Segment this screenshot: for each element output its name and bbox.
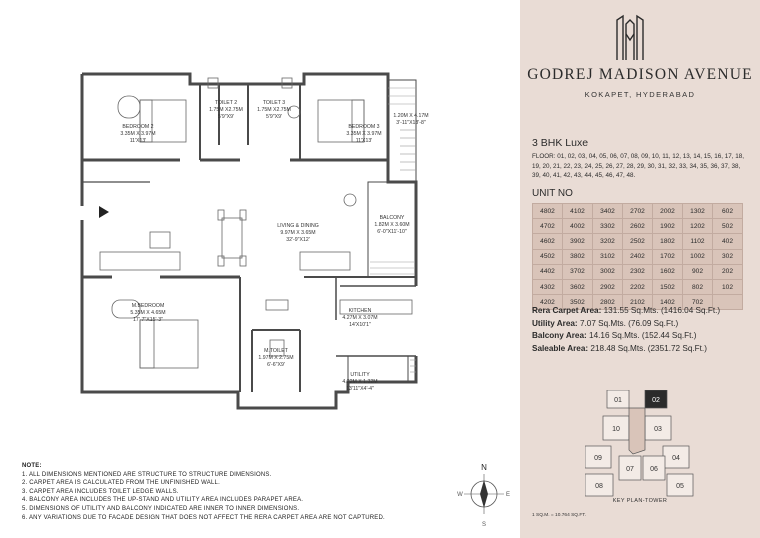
unit-cell: 1402 (653, 295, 683, 310)
unit-cell: 702 (683, 295, 713, 310)
kitchen-ft: 14'X10'1" (349, 322, 371, 328)
bedroom3-name: BEDROOM 3 (348, 124, 380, 130)
area-row (532, 318, 720, 331)
key-plan (585, 390, 705, 498)
living-ft: 32'-9"X12' (286, 237, 310, 243)
area-label: Rera Carpet Area: (532, 306, 602, 315)
key-unit-label: 06 (650, 466, 658, 473)
unit-cell: 302 (713, 249, 743, 264)
balcony-dim: 1.82M X 3.60M (374, 222, 410, 228)
note-item: 6. ANY VARIATIONS DUE TO FACADE DESIGN THAT DOES NOT AFFECT THE RERA CARPET AREA ARE NOT CAPTURED. (22, 514, 385, 521)
unit-cell: 602 (713, 204, 743, 219)
unit-cell: 3802 (563, 249, 593, 264)
unit-cell: 1602 (653, 264, 683, 279)
unit-row (533, 219, 743, 234)
unit-cell: 4502 (533, 249, 563, 264)
area-row (532, 305, 720, 318)
compass-west: W (457, 492, 463, 498)
mtoilet-name: M.TOILET (264, 348, 288, 354)
kitchen-name: KITCHEN (348, 308, 372, 314)
unit-cell: 1002 (683, 249, 713, 264)
unit-cell: 402 (713, 234, 743, 249)
unit-cell: 2202 (623, 279, 653, 294)
balcony-ft: 6'-0"X11'-10" (377, 229, 407, 235)
area-value: 7.07 Sq.Mts. (76.09 Sq.Ft.) (579, 318, 679, 328)
unit-cell: 2502 (623, 234, 653, 249)
unit-cell: 1502 (653, 279, 683, 294)
master-name: M.BEDROOM (131, 303, 165, 309)
unit-cell: 2402 (623, 249, 653, 264)
unit-cell: 4002 (563, 219, 593, 234)
unit-cell: 1802 (653, 234, 683, 249)
unit-cell: 902 (683, 264, 713, 279)
unit-cell: 3502 (563, 295, 593, 310)
area-summary (532, 305, 720, 355)
unit-cell: 4702 (533, 219, 563, 234)
compass-east: E (505, 492, 511, 498)
unit-row (533, 279, 743, 294)
area-row (532, 330, 720, 343)
unit-cell: 1202 (683, 219, 713, 234)
area-value: 218.48 Sq.Mts. (2351.72 Sq.Ft.) (590, 343, 707, 353)
toilet3-dim: 1.75M X2.75M (257, 107, 291, 113)
unit-no-heading: UNIT NO (532, 188, 573, 199)
unit-cell: 3202 (593, 234, 623, 249)
unit-cell: 2902 (593, 279, 623, 294)
unit-cell: 3602 (563, 279, 593, 294)
unit-cell: 3902 (563, 234, 593, 249)
unit-cell: 2002 (653, 204, 683, 219)
unit-number-table (532, 203, 743, 310)
unit-type: 3 BHK Luxe (532, 137, 589, 149)
compass-north: N (481, 463, 487, 472)
unit-cell: 1902 (653, 219, 683, 234)
key-unit-label: 03 (654, 426, 662, 433)
bedroom3-dim: 3.35M X 3.97M (346, 131, 382, 137)
bedroom3-ft: 11'X13' (355, 138, 373, 144)
kitchen-dim: 4.27M X 3.07M (342, 315, 378, 321)
unit-cell: 1102 (683, 234, 713, 249)
toilet2-name: TOILET 2 (214, 100, 238, 106)
key-unit-label: 02 (652, 397, 660, 404)
key-unit-label: 08 (595, 483, 603, 490)
unit-cell: 4102 (563, 204, 593, 219)
unit-cell: 4302 (533, 279, 563, 294)
entrance-arrow-icon (99, 206, 109, 218)
key-unit-label: 01 (614, 397, 622, 404)
unit-cell: 802 (683, 279, 713, 294)
living-dim: 9.97M X 3.65M (280, 230, 316, 236)
mtoilet-dim: 1.97M X 2.75M (258, 355, 294, 361)
unit-cell: 2702 (623, 204, 653, 219)
notes-heading: NOTE: (22, 463, 42, 469)
balcony-top-dim: 1.20M X 4.17M (393, 113, 429, 119)
master-ft: 17'-7"X15'-3" (133, 317, 163, 323)
conversion-note: 1 SQ.M. = 10.764 SQ.FT. (532, 513, 586, 518)
bedroom2-name: BEDROOM 2 (122, 124, 154, 130)
unit-cell: 2302 (623, 264, 653, 279)
unit-cell: 1302 (683, 204, 713, 219)
key-plan-label: KEY PLAN-TOWER (612, 498, 668, 504)
notes (22, 462, 502, 522)
unit-cell: 502 (713, 219, 743, 234)
unit-row (533, 249, 743, 264)
balcony-top-ft: 3'-11"X13'-8" (396, 120, 426, 126)
unit-row (533, 204, 743, 219)
area-value: 131.55 Sq.Mts. (1416.04 Sq.Ft.) (603, 306, 721, 315)
note-item: 5. DIMENSIONS OF UTILITY AND BALCONY INDICATED ARE INNER TO INNER DIMENSIONS. (22, 505, 300, 512)
building-logo-icon (615, 14, 645, 60)
living-name: LIVING & DINING (277, 223, 319, 229)
unit-cell: 1702 (653, 249, 683, 264)
note-item: 2. CARPET AREA IS CALCULATED FROM THE UNFINISHED WALL. (22, 480, 220, 487)
unit-row (533, 234, 743, 249)
unit-row (533, 264, 743, 279)
key-unit-label: 07 (626, 466, 634, 473)
key-unit-label: 05 (676, 483, 684, 490)
area-label: Saleable Area: (532, 343, 589, 353)
unit-cell: 4602 (533, 234, 563, 249)
floor-list: FLOOR: 01, 02, 03, 04, 05, 06, 07, 08, 09, 10, 11, 12, 13, 14, 15, 16, 17, 18, 19, 20, 21, 22, 23, 24, 25, 26, 27, 28, 29, 30, 31, 32, 33, 34, 35, 36, 37, 38, 39, 40, 41, 42, 43, 44, 45, 46, 47, 48. (532, 153, 745, 179)
unit-cell: 3002 (593, 264, 623, 279)
toilet2-ft: 5'9"X9' (218, 114, 234, 120)
brand-name: GODREJ MADISON AVENUE (527, 66, 753, 83)
unit-cell: 2802 (593, 295, 623, 310)
unit-cell: 3302 (593, 219, 623, 234)
unit-cell: 3402 (593, 204, 623, 219)
utility-ft: 13'11"X4'-4" (346, 386, 374, 392)
note-item: 3. CARPET AREA INCLUDES TOILET LEDGE WALLS. (22, 488, 179, 495)
area-value: 14.16 Sq.Mts. (152.44 Sq.Ft.) (589, 331, 697, 341)
master-dim: 5.35M X 4.65M (130, 310, 166, 316)
toilet3-name: TOILET 3 (262, 100, 286, 106)
unit-cell: 202 (713, 264, 743, 279)
brand-location: KOKAPET, HYDERABAD (584, 90, 696, 99)
bedroom2-dim: 3.35M X 3.97M (120, 131, 156, 137)
unit-cell: 4802 (533, 204, 563, 219)
unit-cell: 3702 (563, 264, 593, 279)
key-unit-label: 04 (672, 455, 680, 462)
unit-cell: 3102 (593, 249, 623, 264)
unit-cell: 2102 (623, 295, 653, 310)
area-row (532, 343, 720, 356)
balcony-name: BALCONY (379, 215, 405, 221)
note-item: 1. ALL DIMENSIONS MENTIONED ARE STRUCTURE TO STRUCTURE DIMENSIONS. (22, 471, 272, 478)
unit-cell: 102 (713, 279, 743, 294)
unit-cell: 4202 (533, 295, 563, 310)
toilet3-ft: 5'9"X9' (266, 114, 282, 120)
bedroom2-ft: 11'X13' (129, 138, 147, 144)
unit-cell: 2602 (623, 219, 653, 234)
note-item: 4. BALCONY AREA INCLUDES THE UP-STAND AND UTILITY AREA INCLUDES PARAPET AREA. (22, 497, 304, 504)
utility-name: UTILITY (350, 372, 370, 378)
compass-south: S (481, 522, 487, 528)
utility-dim: 4.22M X 1.32M (342, 379, 378, 385)
compass-icon (454, 462, 514, 530)
unit-cell: 4402 (533, 264, 563, 279)
toilet2-dim: 1.75M X2.75M (209, 107, 243, 113)
key-unit-label: 10 (612, 426, 620, 433)
mtoilet-ft: 6'-6"X9' (267, 362, 285, 368)
key-unit-label: 09 (594, 455, 602, 462)
area-label: Balcony Area: (532, 331, 587, 341)
area-label: Utility Area: (532, 318, 578, 328)
